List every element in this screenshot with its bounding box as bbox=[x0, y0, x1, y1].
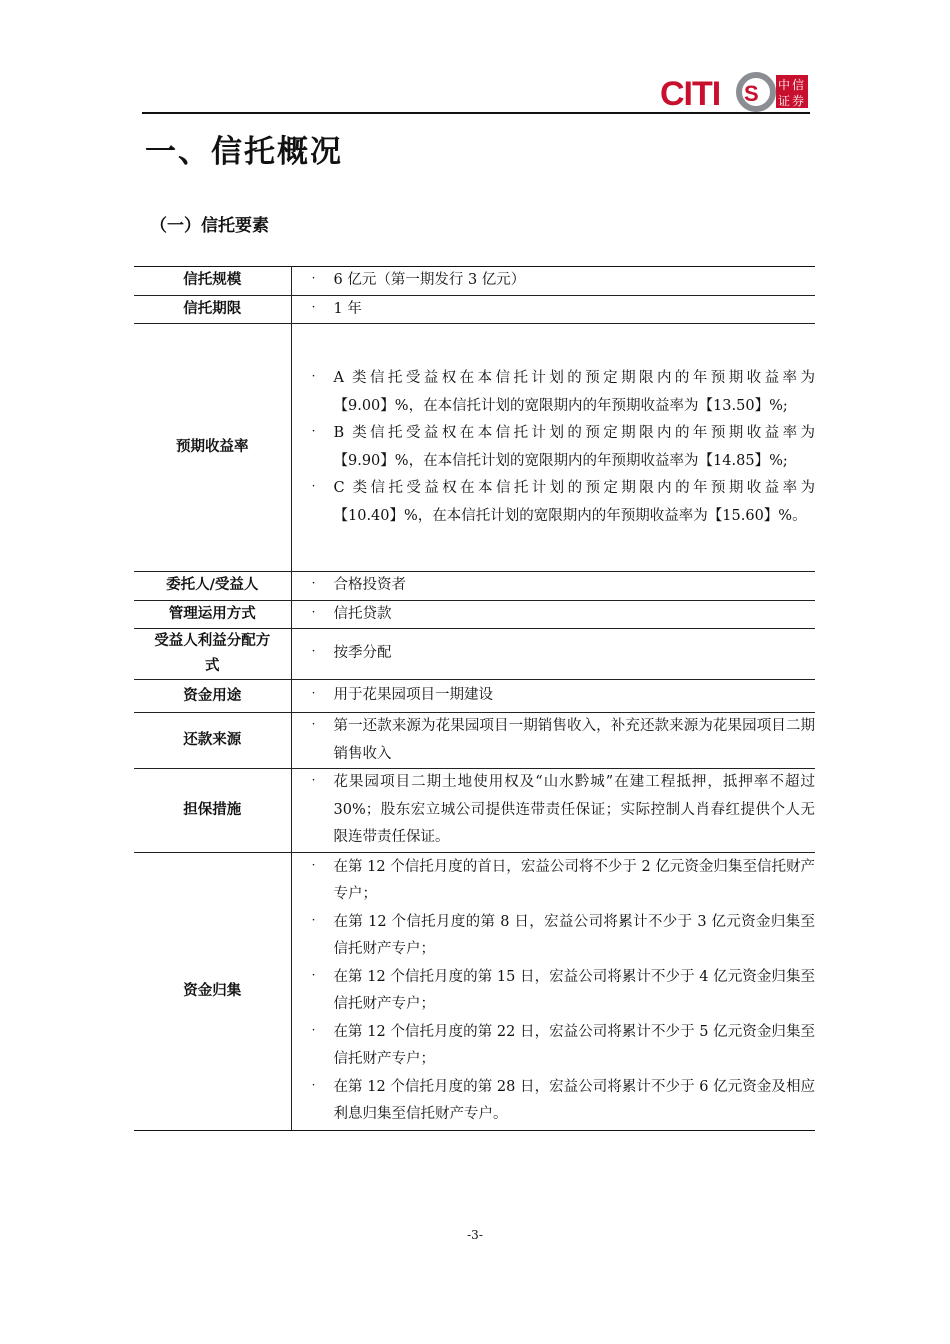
item-text: 在第 12 个信托月度的第 22 日，宏益公司将累计不少于 5 亿元资金归集至信托财产专户； bbox=[333, 1023, 815, 1067]
bullet-icon: · bbox=[311, 604, 316, 619]
row-label: 信托期限 bbox=[134, 295, 291, 324]
table-row bbox=[134, 600, 815, 629]
row-value bbox=[291, 295, 815, 324]
item-text: 用于花果园项目一期建设 bbox=[333, 687, 493, 704]
row-value bbox=[291, 852, 815, 1130]
row-label: 管理运用方式 bbox=[134, 600, 291, 629]
bullet-icon: · bbox=[311, 686, 316, 701]
bullet-icon: · bbox=[311, 369, 316, 383]
table-row bbox=[134, 572, 815, 601]
bullet-icon: · bbox=[311, 271, 316, 285]
item-text: 信托贷款 bbox=[333, 605, 392, 622]
row-label: 资金用途 bbox=[134, 680, 291, 713]
table-row bbox=[134, 629, 815, 680]
row-value bbox=[291, 769, 815, 853]
list-item bbox=[292, 964, 816, 1019]
table-row bbox=[134, 713, 815, 769]
svg-text:中: 中 bbox=[778, 78, 791, 92]
bullet-icon: · bbox=[311, 1077, 316, 1092]
list-item bbox=[292, 475, 816, 530]
trust-elements-table bbox=[134, 266, 815, 1131]
row-label: 还款来源 bbox=[134, 713, 291, 769]
item-text: 在第 12 个信托月度的首日，宏益公司将不少于 2 亿元资金归集至信托财产专户； bbox=[333, 858, 815, 902]
bullet-icon: · bbox=[311, 299, 316, 314]
svg-text:券: 券 bbox=[792, 94, 805, 108]
page-title: 一、信托概况 bbox=[145, 134, 343, 170]
page-number: -3- bbox=[467, 1228, 483, 1242]
row-value bbox=[291, 324, 815, 572]
list-item bbox=[292, 267, 816, 295]
bullet-icon: · bbox=[311, 424, 316, 438]
svg-text:S: S bbox=[744, 81, 759, 106]
bullet-icon: · bbox=[311, 857, 316, 872]
bullet-icon: · bbox=[311, 576, 316, 590]
bullet-icon: · bbox=[311, 644, 316, 659]
list-item bbox=[292, 640, 816, 668]
logo-wordmark: CITI bbox=[660, 75, 721, 112]
list-item bbox=[292, 296, 816, 324]
item-text: 第一还款来源为花果园项目一期销售收入，补充还款来源为花果园项目二期销售收入 bbox=[333, 718, 815, 762]
list-item bbox=[292, 572, 816, 600]
row-value bbox=[291, 680, 815, 713]
list-item bbox=[292, 713, 816, 768]
citics-logo bbox=[660, 72, 810, 112]
row-value bbox=[291, 629, 815, 680]
item-text: 按季分配 bbox=[333, 645, 392, 662]
row-label: 资金归集 bbox=[134, 852, 291, 1130]
header-rule bbox=[142, 112, 810, 114]
table-row bbox=[134, 267, 815, 296]
bullet-icon: · bbox=[311, 912, 316, 927]
svg-text:信: 信 bbox=[792, 78, 805, 92]
table-row bbox=[134, 852, 815, 1130]
section-title: （一）信托要素 bbox=[150, 216, 269, 236]
row-label: 信托规模 bbox=[134, 267, 291, 296]
bullet-icon: · bbox=[311, 773, 316, 787]
row-value bbox=[291, 713, 815, 769]
item-text: 花果园项目二期土地使用权及“山水黔城”在建工程抵押，抵押率不超过 30%；股东宏立城公司提供连带责任保证；实际控制人肖春红提供个人无限连带责任保证。 bbox=[333, 774, 815, 845]
item-text: 在第 12 个信托月度的第 28 日，宏益公司将累计不少于 6 亿元资金及相应利息归集至信托财产专户。 bbox=[333, 1078, 815, 1122]
list-item bbox=[292, 854, 816, 909]
list-item bbox=[292, 365, 816, 420]
svg-text:证: 证 bbox=[778, 94, 791, 108]
row-value bbox=[291, 572, 815, 601]
row-value bbox=[291, 267, 815, 296]
table-row bbox=[134, 680, 815, 713]
list-item bbox=[292, 1019, 816, 1074]
row-label: 担保措施 bbox=[134, 769, 291, 853]
bullet-icon: · bbox=[311, 479, 316, 493]
list-item bbox=[292, 1074, 816, 1129]
item-text: 6 亿元（第一期发行 3 亿元） bbox=[333, 272, 526, 288]
item-text: 1 年 bbox=[333, 300, 362, 317]
item-text: A 类信托受益权在本信托计划的预定期限内的年预期收益率为【9.00】%，在本信托计划的宽限期内的年预期收益率为【13.50】%; bbox=[333, 370, 815, 414]
bullet-icon: · bbox=[311, 1022, 316, 1037]
item-text: 在第 12 个信托月度的第 15 日，宏益公司将累计不少于 4 亿元资金归集至信托财产专户； bbox=[333, 968, 815, 1012]
item-text: 在第 12 个信托月度的第 8 日，宏益公司将累计不少于 3 亿元资金归集至信托财产专户； bbox=[333, 913, 815, 957]
row-label: 预期收益率 bbox=[134, 324, 291, 572]
list-item bbox=[292, 420, 816, 475]
row-value bbox=[291, 600, 815, 629]
table-row bbox=[134, 324, 815, 572]
item-text: C 类信托受益权在本信托计划的预定期限内的年预期收益率为【10.40】%，在本信托计划的宽限期内的年预期收益率为【15.60】%。 bbox=[333, 480, 815, 524]
list-item bbox=[292, 682, 816, 710]
bullet-icon: · bbox=[311, 967, 316, 982]
list-item bbox=[292, 601, 816, 629]
item-text: 合格投资者 bbox=[333, 577, 406, 593]
list-item bbox=[292, 909, 816, 964]
bullet-icon: · bbox=[311, 717, 316, 731]
item-text: B 类信托受益权在本信托计划的预定期限内的年预期收益率为【9.90】%，在本信托计划的宽限期内的年预期收益率为【14.85】%; bbox=[333, 425, 815, 469]
row-label: 委托人/受益人 bbox=[134, 572, 291, 601]
table-row bbox=[134, 769, 815, 853]
list-item bbox=[292, 769, 816, 852]
table-row bbox=[134, 295, 815, 324]
row-label: 受益人利益分配方式 bbox=[134, 629, 291, 680]
